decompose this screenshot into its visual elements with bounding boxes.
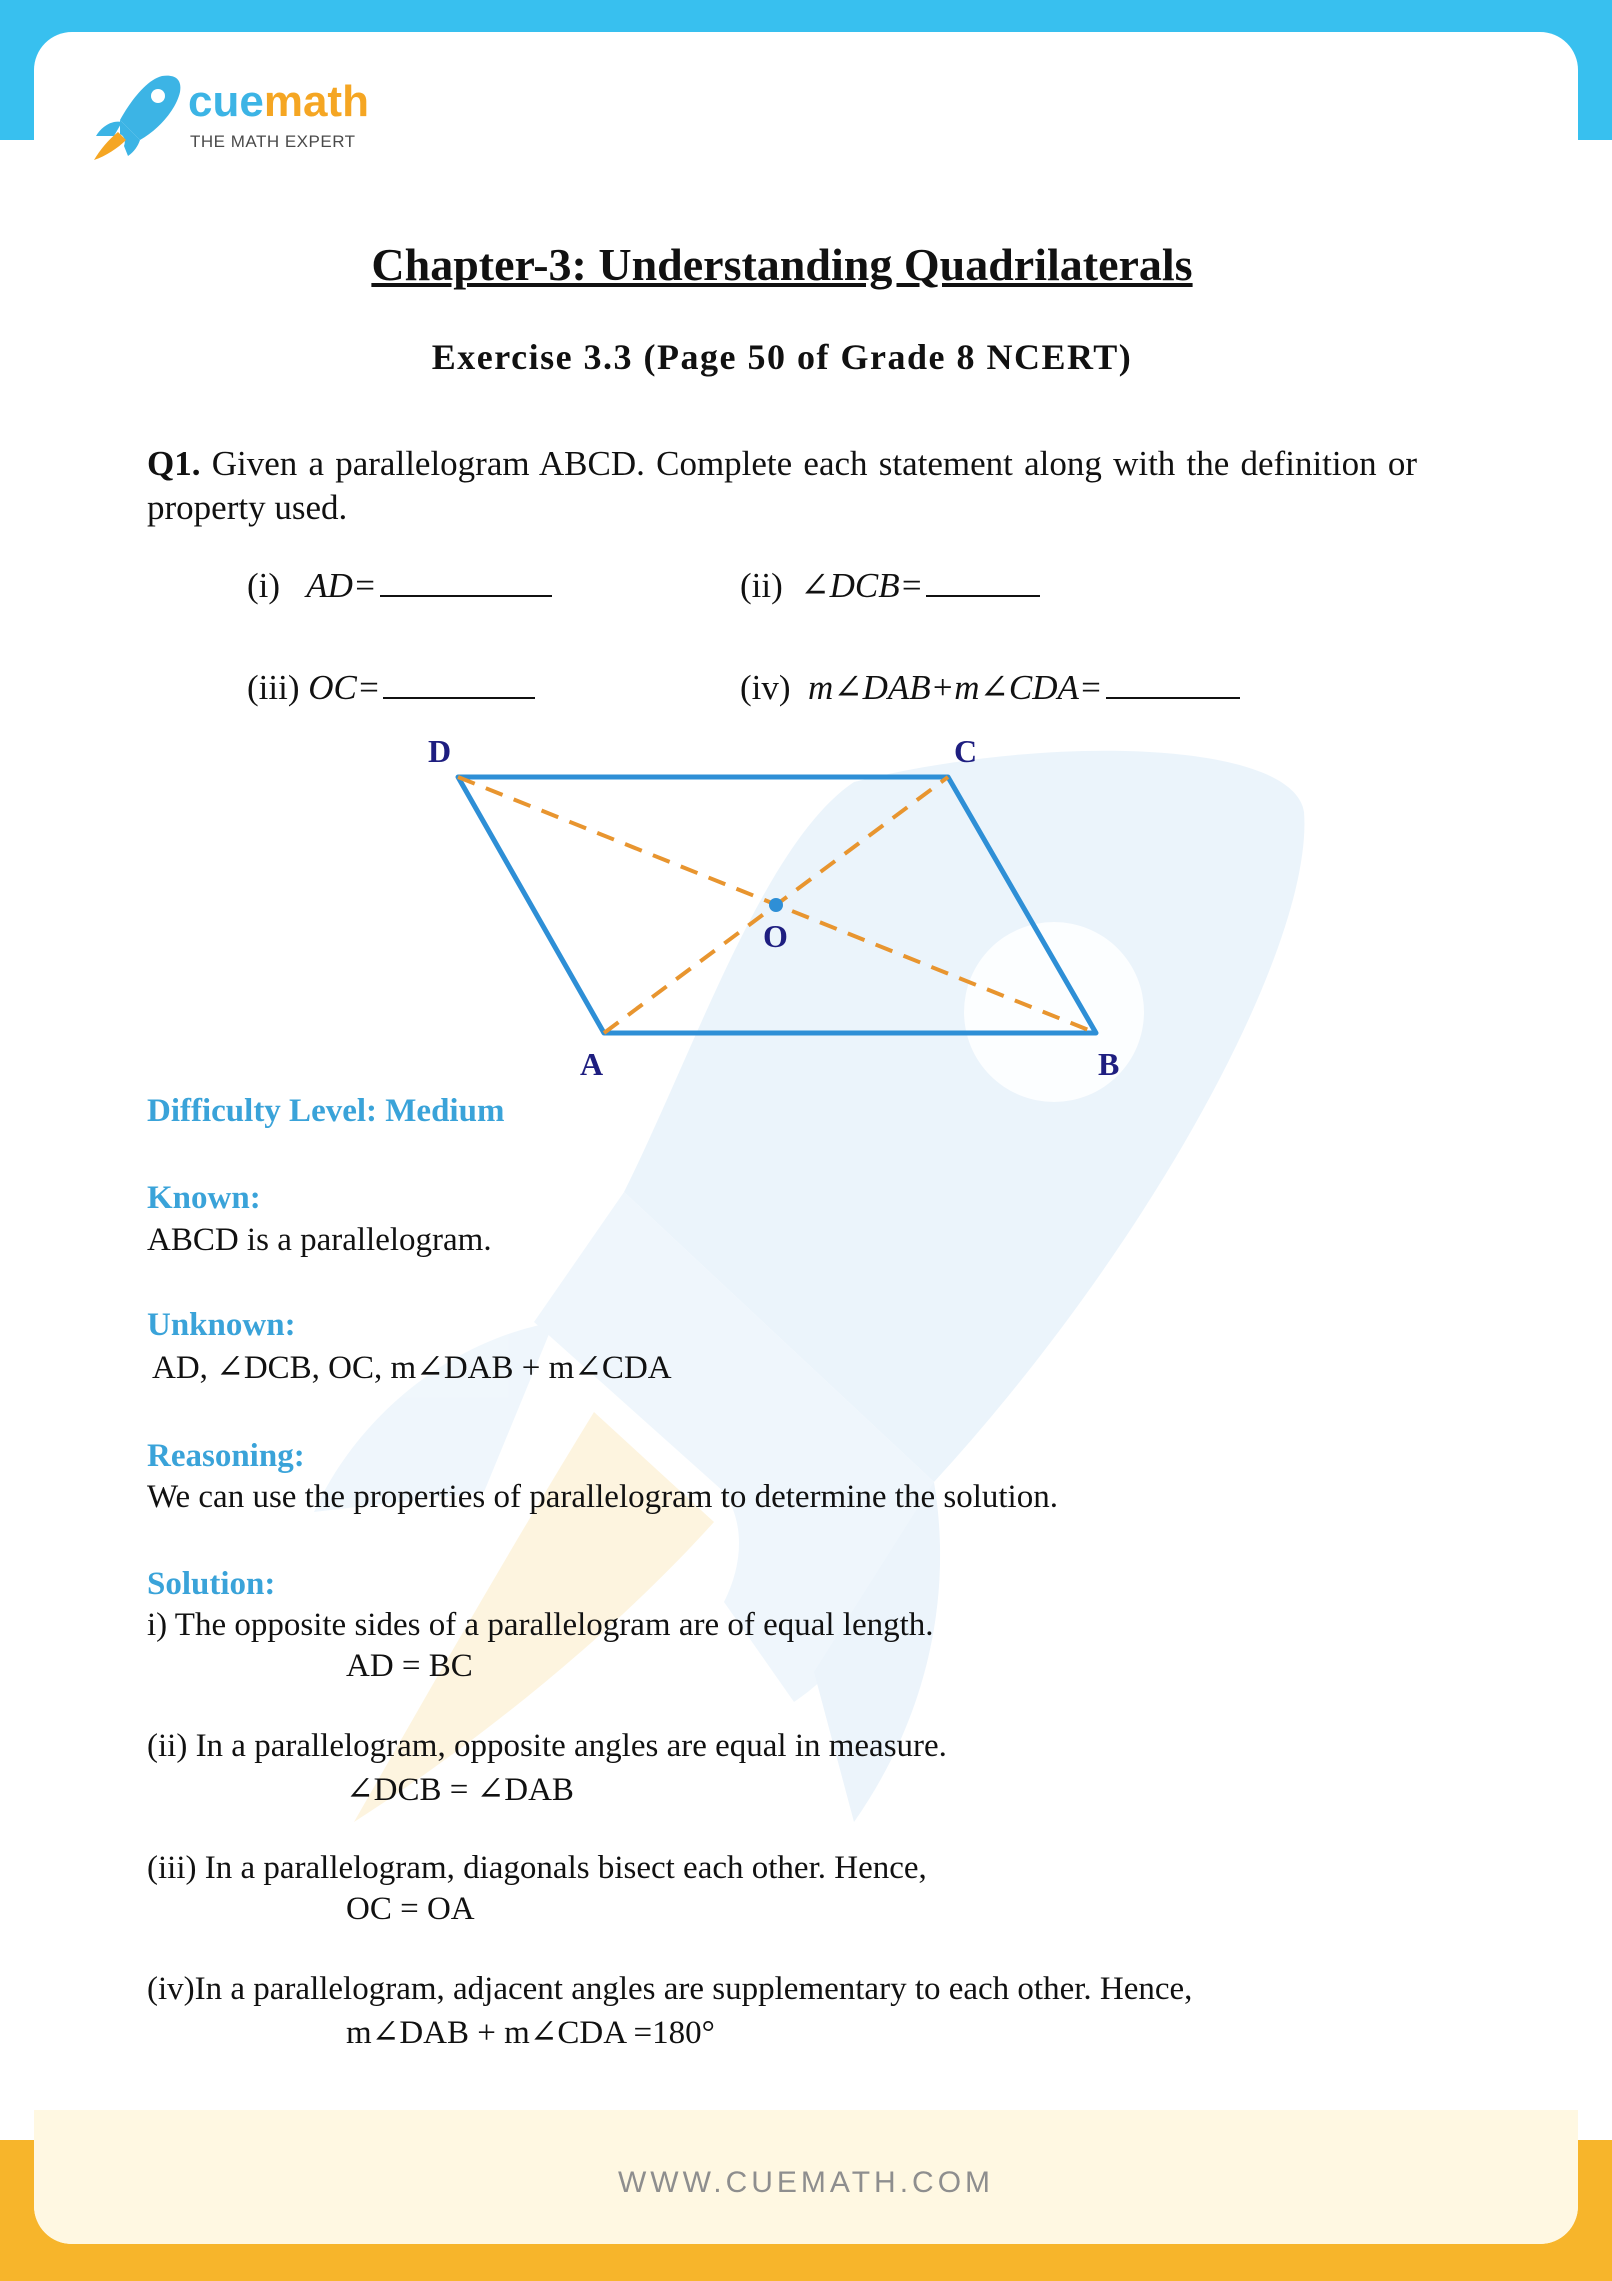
unknown-text: AD, ∠DCB, OC, m∠DAB + m∠CDA xyxy=(152,1350,672,1386)
point-o xyxy=(769,898,783,912)
question-item-1 xyxy=(247,566,552,606)
logo-word-math: math xyxy=(263,77,369,126)
solution-step-2-text: (ii) In a parallelogram, opposite angles are equal in measure. xyxy=(147,1728,947,1764)
footer-url[interactable]: WWW.CUEMATH.COM xyxy=(617,2166,995,2199)
question-label: Q1. xyxy=(147,444,201,483)
item-expression: OC= xyxy=(308,668,381,707)
item-number: (ii) xyxy=(740,566,783,605)
answer-blank xyxy=(383,696,535,699)
solution-step-1-text: i) The opposite sides of a parallelogram are of equal length. xyxy=(147,1607,934,1643)
parallelogram-diagram xyxy=(400,720,1160,1080)
item-number: (i) xyxy=(247,566,281,605)
logo-tagline: THE MATH EXPERT xyxy=(190,132,356,151)
known-heading: Known: xyxy=(147,1180,261,1216)
solution-step-1-result: AD = BC xyxy=(346,1648,473,1684)
reasoning-text: We can use the properties of parallelogram to determine the solution. xyxy=(147,1479,1058,1515)
vertex-label-c: C xyxy=(954,733,978,769)
item-number: (iv) xyxy=(740,668,791,707)
item-number: (iii) xyxy=(247,668,300,707)
vertex-label-b: B xyxy=(1098,1046,1120,1080)
vertex-label-d: D xyxy=(428,733,452,769)
difficulty-value: Medium xyxy=(385,1093,505,1129)
page-title: Chapter-3: Understanding Quadrilaterals xyxy=(371,239,1193,290)
solution-heading: Solution: xyxy=(147,1566,276,1602)
solution-step-4-text: (iv)In a parallelogram, adjacent angles are supplementary to each other. Hence, xyxy=(147,1971,1193,2007)
reasoning-heading: Reasoning: xyxy=(147,1438,305,1474)
question-item-4 xyxy=(740,668,1240,708)
known-text: ABCD is a parallelogram. xyxy=(147,1222,492,1258)
question-body: Given a parallelogram ABCD. Complete each statement along with the definition or property used. xyxy=(147,444,1417,527)
item-expression: m∠DAB+m∠CDA= xyxy=(808,668,1103,707)
vertex-label-a: A xyxy=(580,1046,604,1080)
logo-word-cue: cue xyxy=(188,77,264,126)
question-item-2 xyxy=(740,566,1040,606)
solution-step-3-text: (iii) In a parallelogram, diagonals bisect each other. Hence, xyxy=(147,1850,927,1886)
item-expression: AD= xyxy=(306,566,377,605)
item-expression: ∠DCB= xyxy=(800,566,924,605)
solution-step-3-result: OC = OA xyxy=(346,1891,475,1927)
answer-blank xyxy=(380,594,552,597)
answer-blank xyxy=(1106,696,1240,699)
difficulty-label: Difficulty Level: xyxy=(147,1093,378,1129)
exercise-subtitle: Exercise 3.3 (Page 50 of Grade 8 NCERT) xyxy=(431,337,1133,377)
question-text xyxy=(147,442,1417,530)
question-item-3 xyxy=(247,668,535,708)
difficulty-level xyxy=(147,1093,504,1130)
solution-step-2-result: ∠DCB = ∠DAB xyxy=(346,1772,574,1808)
vertex-label-o: O xyxy=(763,918,788,954)
answer-blank xyxy=(926,594,1040,597)
solution-step-4-result: m∠DAB + m∠CDA =180° xyxy=(346,2015,715,2051)
unknown-heading: Unknown: xyxy=(147,1307,296,1343)
